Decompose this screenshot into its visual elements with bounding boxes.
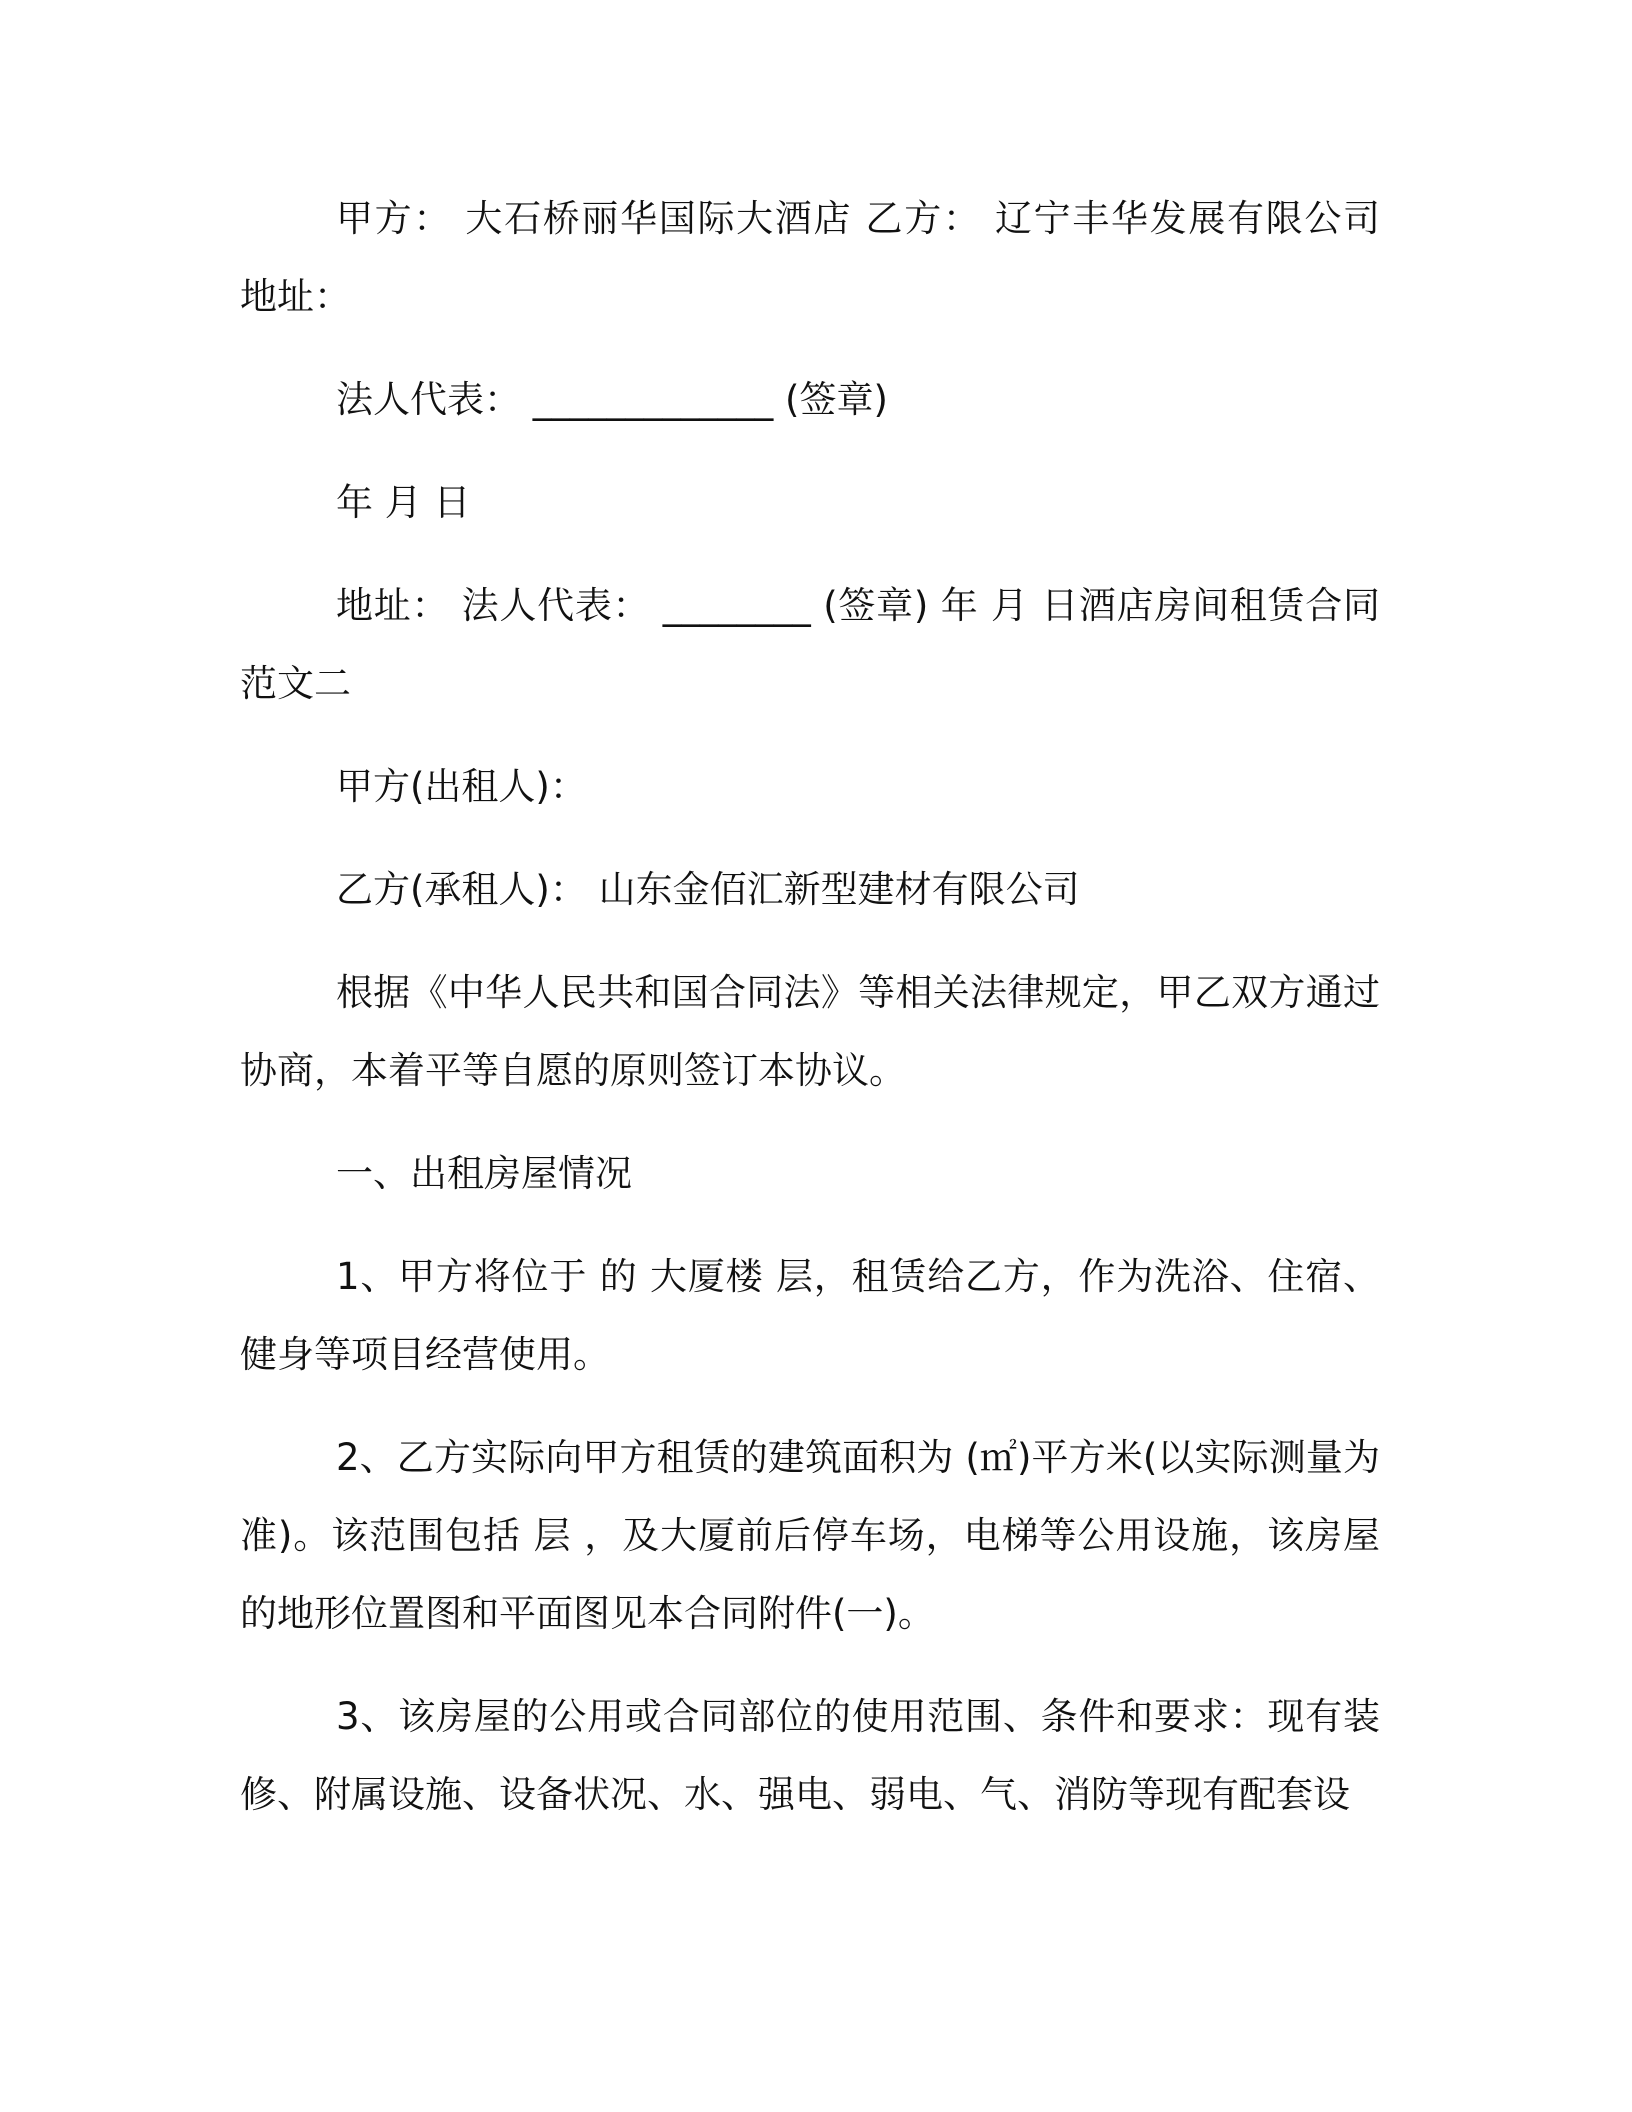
lessee-line: 乙方(承租人)： 山东金佰汇新型建材有限公司 bbox=[336, 868, 1080, 911]
section-heading-1: 一、出租房屋情况 bbox=[336, 1152, 632, 1195]
preamble-paragraph: 根据《中华人民共和国合同法》等相关法律规定，甲乙双方通过协商，本着平等自愿的原则签订本协议。 bbox=[240, 971, 1380, 1092]
clause-2: 2、乙方实际向甲方租赁的建筑面积为 (㎡)平方米(以实际测量为准)。该范围包括 层 ，及大厦前后停车场，电梯等公用设施，该房屋的地形位置图和平面图见本合同附件(一)。 bbox=[240, 1436, 1380, 1635]
document-body bbox=[240, 180, 1380, 1859]
clause-1: 1、甲方将位于 的 大厦楼 层，租赁给乙方，作为洗浴、住宿、健身等项目经营使用。 bbox=[240, 1255, 1380, 1376]
date-line: 年 月 日 bbox=[336, 481, 471, 524]
clause-3: 3、该房屋的公用或合同部位的使用范围、条件和要求：现有装修、附属设施、设备状况、水、强电、弱电、气、消防等现有配套设 bbox=[240, 1695, 1380, 1816]
lessor-line: 甲方(出租人)： bbox=[336, 765, 587, 808]
address-representative-title: 地址： 法人代表： ________ (签章) 年 月 日酒店房间租赁合同范文二 bbox=[240, 584, 1380, 705]
legal-representative-signature: 法人代表： _____________ (签章) bbox=[336, 378, 888, 421]
party-a-b-address: 甲方： 大石桥丽华国际大酒店 乙方： 辽宁丰华发展有限公司 地址： bbox=[240, 197, 1380, 318]
